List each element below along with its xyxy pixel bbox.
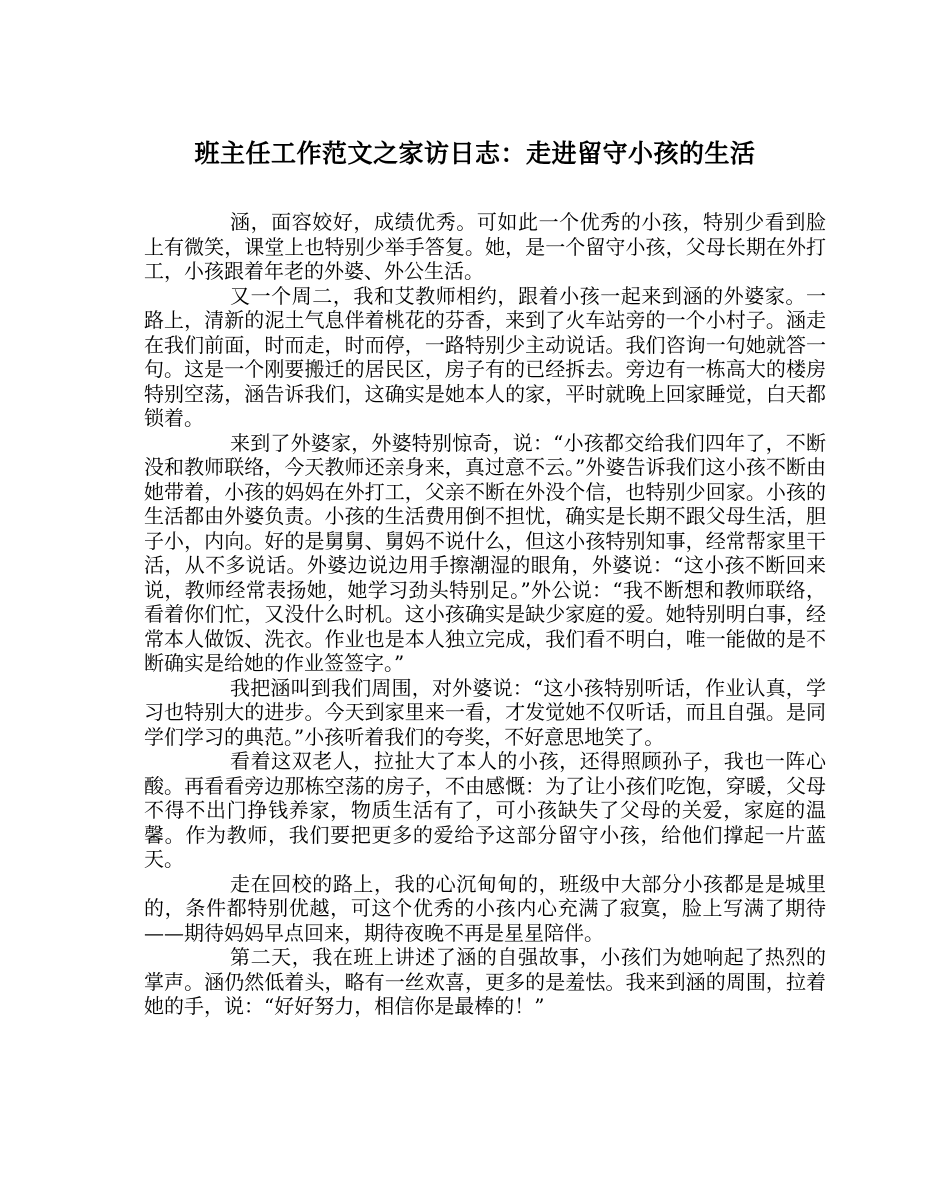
paragraph-1: 涵，面容姣好，成绩优秀。可如此一个优秀的小孩，特别少看到脸上有微笑，课堂上也特别少举手答复。她，是一个留守小孩，父母长期在外打工，小孩跟着年老的外婆、外公生活。: [144, 210, 826, 283]
paragraph-2: 又一个周二，我和艾教师相约，跟着小孩一起来到涵的外婆家。一路上，清新的泥土气息伴着桃花的芬香，来到了火车站旁的一个小村子。涵走在我们前面，时而走，时而停，一路特别少主动说话。我们咨询一句她就答一句。这是一个刚要搬迁的居民区，房子有的已经拆去。旁边有一栋高大的楼房特别空荡，涵告诉我们，这确实是她本人的家，平时就晚上回家睡觉，白天都锁着。: [144, 283, 826, 430]
paragraph-6: 走在回校的路上，我的心沉甸甸的，班级中大部分小孩都是是城里的，条件都特别优越，可这个优秀的小孩内心充满了寂寞，脸上写满了期待——期待妈妈早点回来，期待夜晚不再是星星陪伴。: [144, 871, 826, 945]
paragraph-5: 看着这双老人，拉扯大了本人的小孩，还得照顾孙子，我也一阵心酸。再看看旁边那栋空荡的房子，不由感慨：为了让小孩们吃饱，穿暖，父母不得不出门挣钱养家，物质生活有了，可小孩缺失了父母的关爱，家庭的温馨。作为教师，我们要把更多的爱给予这部分留守小孩，给他们撑起一片蓝天。: [144, 749, 826, 871]
paragraph-4: 我把涵叫到我们周围，对外婆说：“这小孩特别听话，作业认真，学习也特别大的进步。今天到家里来一看，才发觉她不仅听话，而且自强。是同学们学习的典范。”小孩听着我们的夸奖，不好意思地笑了。: [144, 675, 826, 749]
paragraph-7: 第二天，我在班上讲述了涵的自强故事，小孩们为她响起了热烈的掌声。涵仍然低着头，略有一丝欢喜，更多的是羞怯。我来到涵的周围，拉着她的手，说：“好好努力，相信你是最棒的！”: [144, 945, 826, 1018]
paragraph-3: 来到了外婆家，外婆特别惊奇，说：“小孩都交给我们四年了，不断没和教师联络，今天教师还亲身来，真过意不云。”外婆告诉我们这小孩不断由她带着，小孩的妈妈在外打工，父亲不断在外没个信，也特别少回家。小孩的生活都由外婆负责。小孩的生活费用倒不担忧，确实是长期不跟父母生活，胆子小，内向。好的是舅舅、舅妈不说什么，但这小孩特别知事，经常帮家里干活，从不多说话。外婆边说边用手擦潮湿的眼角，外婆说：“这小孩不断回来说，教师经常表扬她，她学习劲头特别足。”外公说：“我不断想和教师联络，看着你们忙，又没什么时机。这小孩确实是缺少家庭的爱。她特别明白事，经常本人做饭、洗衣。作业也是本人独立完成，我们看不明白，唯一能做的是不断确实是给她的作业签签字。”: [144, 430, 826, 675]
document-body: [144, 210, 826, 1019]
document-title: 班主任工作范文之家访日志：走进留守小孩的生活: [194, 139, 756, 168]
